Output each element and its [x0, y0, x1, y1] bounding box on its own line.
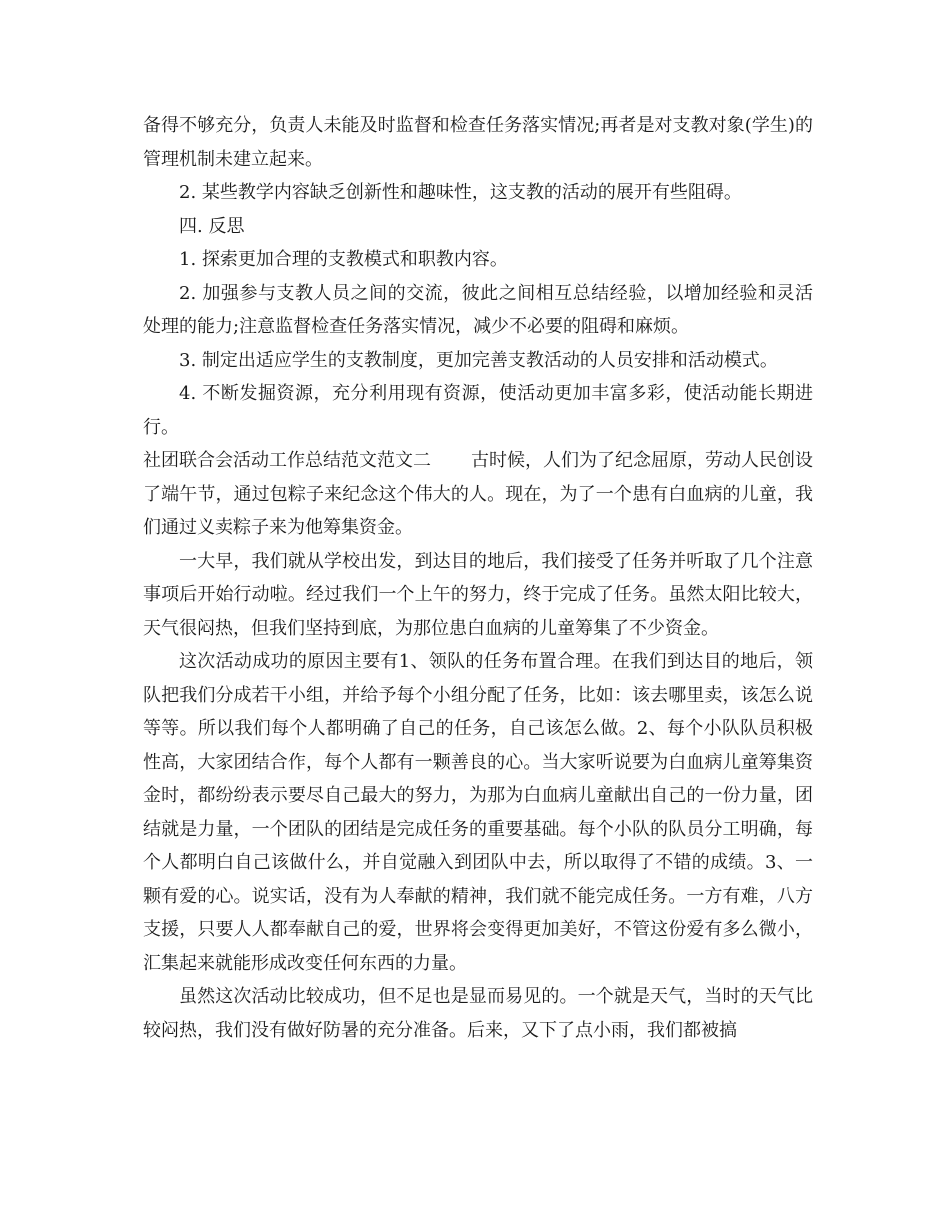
paragraph: 2. 某些教学内容缺乏创新性和趣味性，这支教的活动的展开有些阻碍。 [179, 182, 742, 203]
section-heading: 四. 反思 [179, 215, 245, 237]
article-title: 社团联合会活动工作总结范文范文二 [143, 450, 431, 471]
paragraph: 这次活动成功的原因主要有1、领队的任务布置合理。在我们到达目的地后，领队把我们分成若干小组，并给予每个小组分配了任务，比如：该去哪里卖，该怎么说等等。所以我们每个人都明确了自己的任务，自己该怎么做。2、每个小队队员积极性高，大家团结合作，每个人都有一颗善良的心。当大家听说要为白血病儿童筹集资金时，都纷纷表示要尽自己最大的努力，为那为白血病儿童献出自己的一份力量，团结就是力量，一个团队的团结是完成任务的重要基础。每个小队的队员分工明确，每个人都明白自己该做什么，并自觉融入到团队中去，所以取得了不错的成绩。3、一颗有爱的心。说实话，没有为人奉献的精神，我们就不能完成任务。一方有难，八方支援，只要人人都奉献自己的爱，世界将会变得更加美好，不管这份爱有多么微小，汇集起来就能形成改变任何东西的力量。 [143, 651, 813, 974]
paragraph: 一大早，我们就从学校出发，到达目的地后，我们接受了任务并听取了几个注意事项后开始行动啦。经过我们一个上午的努力，终于完成了任务。虽然太阳比较大，天气很闷热，但我们坚持到底，为那位患白血病的儿童筹集了不少资金。 [143, 550, 813, 639]
article-title-paragraph [143, 444, 813, 545]
paragraph: 2. 加强参与支教人员之间的交流，彼此之间相互总结经验，以增加经验和灵活处理的能力;注意监督检查任务落实情况，减少不必要的阻碍和麻烦。 [143, 282, 813, 337]
paragraph: 4. 不断发掘资源，充分利用现有资源，使活动更加丰富多彩，使活动能长期进行。 [143, 383, 813, 438]
document-body [143, 109, 813, 1047]
paragraph: 3. 制定出适应学生的支教制度，更加完善支教活动的人员安排和活动模式。 [179, 349, 778, 371]
paragraph: 虽然这次活动比较成功，但不足也是显而易见的。一个就是天气，当时的天气比较闷热，我们没有做好防暑的充分准备。后来，又下了点小雨，我们都被搞 [143, 986, 813, 1041]
paragraph: 1. 探索更加合理的支教模式和职教内容。 [179, 249, 508, 270]
article-lead: 古时候，人们为了纪念屈原，劳动人民创设了端午节，通过包粽子来纪念这个伟大的人。现在，为了一个患有白血病的儿童，我们通过义卖粽子来为他筹集资金。 [143, 450, 813, 538]
paragraph: 备得不够充分，负责人未能及时监督和检查任务落实情况;再者是对支教对象(学生)的管理机制未建立起来。 [143, 115, 813, 170]
